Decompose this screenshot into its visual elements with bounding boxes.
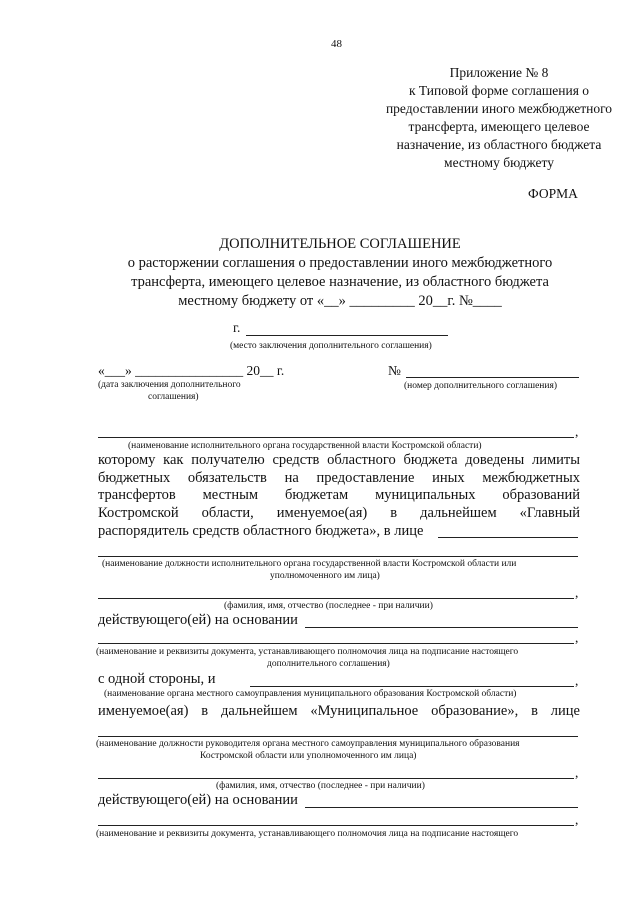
date-caption: (дата заключения дополнительного <box>98 380 241 390</box>
position-caption: (наименование должности исполнительного органа государственной власти Костромской области или <box>102 559 517 569</box>
comma: , <box>575 424 579 439</box>
comma: , <box>575 673 579 688</box>
basis-field-3[interactable] <box>305 807 578 808</box>
represented-by-field[interactable] <box>438 537 578 538</box>
basis-field[interactable] <box>305 627 578 628</box>
authority-caption: (наименование исполнительного органа государственной власти Костромской области) <box>128 441 482 451</box>
paragraph-line: которому как получателю средств областного бюджета доведены лимиты <box>98 452 580 468</box>
form-label: ФОРМА <box>528 186 578 201</box>
document-caption: (наименование и реквизиты документа, устанавливающего полномочия лица на подписание настоящего <box>96 829 519 839</box>
comma: , <box>575 585 579 600</box>
comma: , <box>575 812 579 827</box>
paragraph-budget-holder <box>98 452 580 522</box>
paragraph-line: бюджетных обязательств на предоставление иных межбюджетных <box>98 469 580 486</box>
appendix-line: к Типовой форме соглашения о <box>408 83 590 98</box>
authority-field[interactable] <box>98 437 574 438</box>
basis-field-4[interactable] <box>98 825 574 826</box>
position-field[interactable] <box>98 556 578 557</box>
acting-on-basis: действующего(ей) на основании <box>98 612 298 628</box>
fio-caption: (фамилия, имя, отчество (последнее - при наличии) <box>216 781 425 791</box>
comma: , <box>575 630 579 645</box>
place-prefix: г. <box>233 320 241 335</box>
basis-field-2[interactable] <box>98 643 574 644</box>
one-side: с одной стороны, и <box>98 671 216 687</box>
local-position-caption: Костромской области или уполномоченного им лица) <box>200 751 417 761</box>
comma: , <box>575 765 579 780</box>
local-position-caption: (наименование должности руководителя органа местного самоуправления муниципального образования <box>96 739 520 749</box>
local-gov-caption: (наименование органа местного самоуправления муниципального образования Костромской области) <box>104 689 517 699</box>
local-gov-field[interactable] <box>250 686 574 687</box>
title-line: местному бюджету от «__» _________ 20__г. №____ <box>178 293 502 309</box>
appendix-line: предоставлении иного межбюджетного <box>385 101 613 116</box>
number-caption: (номер дополнительного соглашения) <box>404 381 558 391</box>
appendix-line: назначение, из областного бюджета <box>396 137 602 152</box>
appendix-line: трансферта, имеющего целевое <box>408 119 590 134</box>
paragraph-last-line: распорядитель средств областного бюджета», в лице <box>98 523 424 539</box>
date-field[interactable]: «___» ________________ 20__ г. <box>98 363 285 378</box>
local-position-field[interactable] <box>98 736 578 737</box>
position-caption: уполномоченного им лица) <box>270 571 380 581</box>
title-line: трансферта, имеющего целевое назначение, из областного бюджета <box>131 274 549 290</box>
title-heading: ДОПОЛНИТЕЛЬНОЕ СОГЛАШЕНИЕ <box>219 236 461 252</box>
number-field[interactable] <box>406 377 579 378</box>
document-title <box>90 235 590 311</box>
date-caption: соглашения) <box>148 392 199 402</box>
appendix-line: Приложение № 8 <box>449 65 549 80</box>
fio-field[interactable] <box>98 598 574 599</box>
place-caption: (место заключения дополнительного соглашения) <box>230 341 432 351</box>
document-caption: дополнительного соглашения) <box>267 659 390 669</box>
paragraph-line: Костромской области, именуемое(ая) в дальнейшем «Главный <box>98 504 580 521</box>
named-municipal: именуемое(ая) в дальнейшем «Муниципальное образование», в лице <box>98 703 580 719</box>
appendix-block <box>380 64 618 172</box>
appendix-line: местному бюджету <box>444 155 554 170</box>
fio-caption: (фамилия, имя, отчество (последнее - при наличии) <box>224 601 433 611</box>
page-number: 48 <box>331 38 342 50</box>
place-field[interactable] <box>246 335 448 336</box>
paragraph-line: трансфертов местным бюджетам муниципальных образований <box>98 487 580 503</box>
number-prefix: № <box>388 363 401 378</box>
document-caption: (наименование и реквизиты документа, устанавливающего полномочия лица на подписание настоящего <box>96 647 519 657</box>
acting-on-basis-2: действующего(ей) на основании <box>98 792 298 808</box>
fio-field-2[interactable] <box>98 778 574 779</box>
title-line: о расторжении соглашения о предоставлении иного межбюджетного <box>127 255 553 271</box>
